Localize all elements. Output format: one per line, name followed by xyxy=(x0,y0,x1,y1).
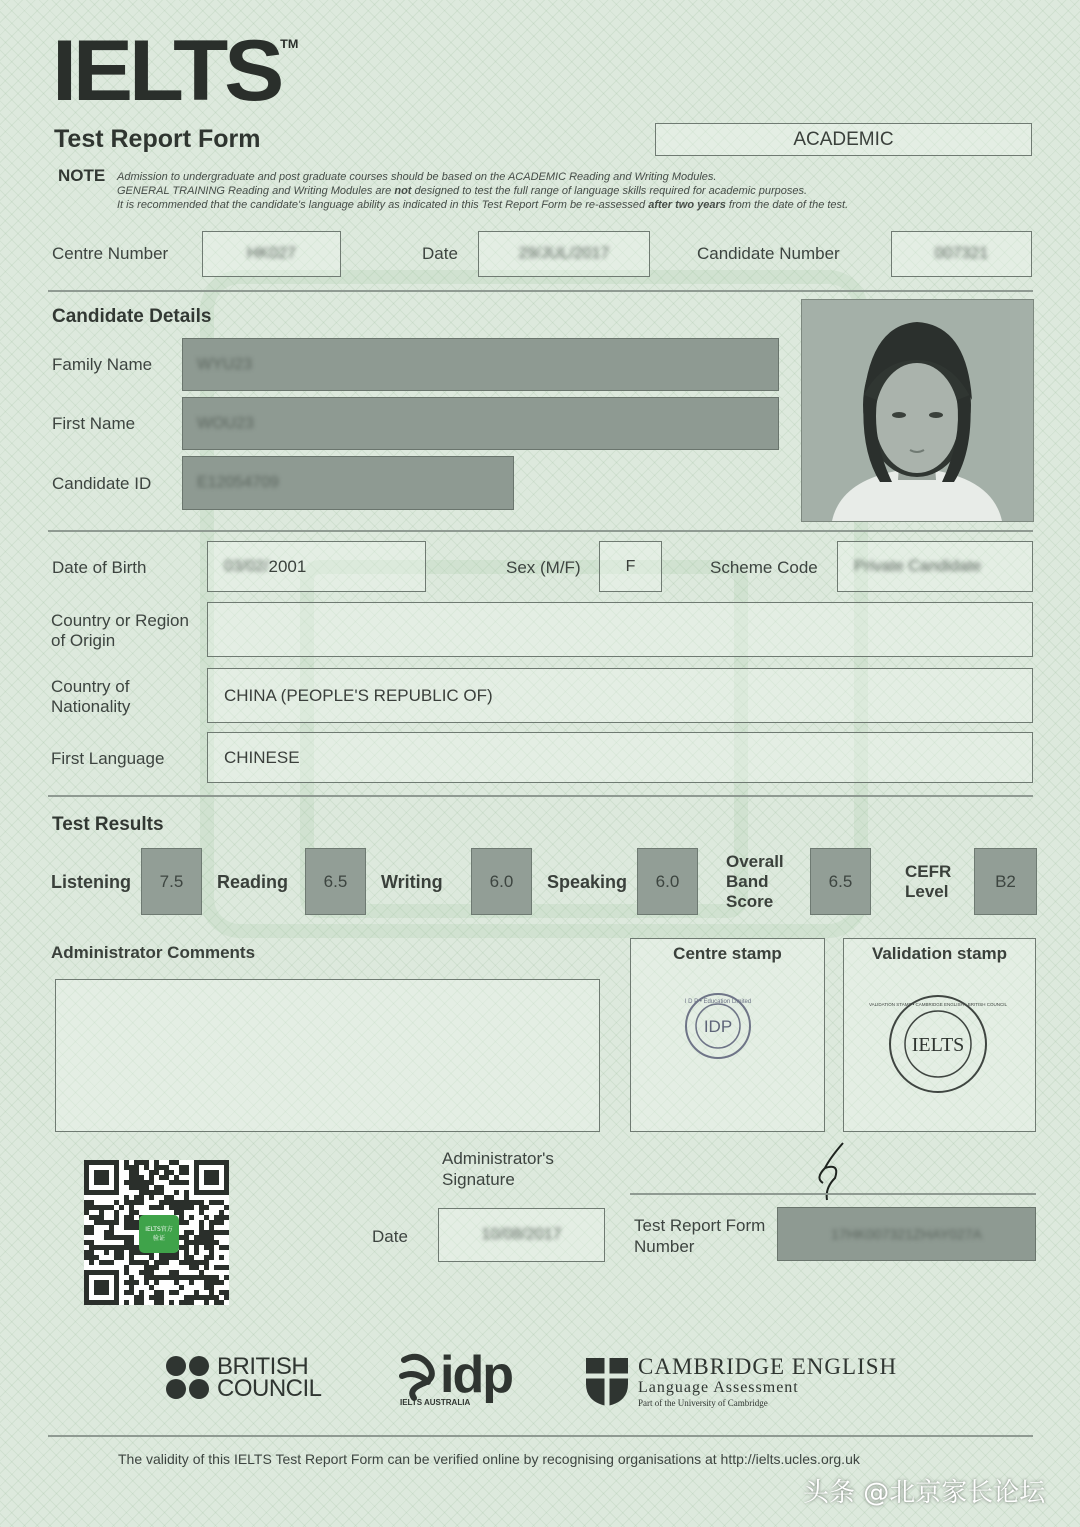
date-label: Date xyxy=(422,244,458,263)
centre-number-label: Centre Number xyxy=(52,244,169,263)
candidate-id-field xyxy=(182,456,514,510)
first-language-value: CHINESE xyxy=(224,747,300,767)
admin-date-label: Date xyxy=(372,1227,408,1246)
validation-stamp-ring-text: VALIDATION STAMP • CAMBRIDGE ENGLISH • BRITISH COUNCIL xyxy=(868,1002,1008,1007)
note-line-1: Admission to undergraduate and post graduate courses should be based on the ACADEMIC Reading and Writing Modules. xyxy=(117,171,717,183)
signature-line xyxy=(630,1193,1036,1195)
idp-wordmark: idp xyxy=(440,1346,512,1404)
admin-comments-box xyxy=(55,979,600,1132)
first-name-label: First Name xyxy=(52,414,136,433)
british-council-line-2: COUNCIL xyxy=(217,1375,322,1402)
trf-number-field xyxy=(777,1207,1036,1261)
overall-band-label: Overall Band Score xyxy=(726,852,784,911)
sex-value: F xyxy=(625,557,636,575)
admin-date-box xyxy=(438,1208,605,1262)
dob-year: 2001 xyxy=(268,556,307,576)
first-name-field xyxy=(182,397,779,450)
date-value: 29/JUL/2017 xyxy=(518,245,610,262)
footer-verification-text: The validity of this IELTS Test Report Form can be verified online by recognising organisations at http://ielts.ucles.org.uk xyxy=(118,1451,860,1467)
note-text xyxy=(117,170,1017,212)
overall-band-score: 6.5 xyxy=(810,848,871,915)
centre-number-box xyxy=(202,231,341,277)
first-name-value: WOU23 xyxy=(197,414,254,432)
centre-stamp-seal xyxy=(683,991,753,1061)
centre-stamp-box xyxy=(630,938,825,1132)
centre-number-value: HK027 xyxy=(247,245,296,262)
idp-swirl-icon xyxy=(398,1352,440,1398)
validation-stamp-seal xyxy=(868,994,1008,1094)
family-name-value: WYU23 xyxy=(197,355,253,373)
sex-box xyxy=(599,541,662,592)
verification-qr-code xyxy=(84,1160,234,1308)
candidate-number-box xyxy=(891,231,1032,277)
validation-stamp-box xyxy=(843,938,1036,1132)
cambridge-english-logo xyxy=(584,1355,897,1409)
cambridge-line-3: Part of the University of Cambridge xyxy=(638,1398,768,1408)
candidate-details-title: Candidate Details xyxy=(52,306,212,327)
cambridge-shield-icon xyxy=(584,1356,630,1408)
scheme-code-box xyxy=(837,541,1033,592)
nationality-box xyxy=(207,668,1033,723)
module-box xyxy=(655,123,1032,156)
trf-number-label: Test Report Form Number xyxy=(634,1216,766,1256)
speaking-label: Speaking xyxy=(547,872,628,892)
centre-stamp-ring-text: I D P • Education Limited xyxy=(684,999,752,1005)
nationality-label: Country of Nationality xyxy=(51,677,131,716)
idp-subtitle: IELTS AUSTRALIA xyxy=(400,1398,471,1407)
speaking-score: 6.0 xyxy=(637,848,698,915)
candidate-number-value: 007321 xyxy=(934,245,989,262)
note-label: NOTE xyxy=(58,166,106,185)
trf-number-value: 17HK007321ZHAY027A xyxy=(831,1226,982,1242)
first-language-label: First Language xyxy=(51,749,165,768)
divider-2 xyxy=(48,530,1033,532)
sex-label: Sex (M/F) xyxy=(506,558,581,577)
cambridge-line-2: Language Assessment xyxy=(638,1379,799,1396)
admin-date-value: 10/08/2017 xyxy=(481,1226,562,1243)
scheme-code-value: Private Candidate xyxy=(854,557,982,575)
candidate-number-label: Candidate Number xyxy=(697,244,840,263)
ielts-logo-tm: TM xyxy=(280,37,299,51)
cambridge-line-1: CAMBRIDGE ENGLISH xyxy=(638,1354,898,1379)
candidate-id-label: Candidate ID xyxy=(52,474,152,493)
source-watermark: 头条 @北京家长论坛 xyxy=(803,1478,1046,1508)
first-language-box xyxy=(207,732,1033,783)
footer-divider xyxy=(48,1435,1033,1437)
date-box xyxy=(478,231,650,277)
dob-box xyxy=(207,541,426,592)
divider-3 xyxy=(48,795,1033,797)
validation-stamp-seal-text: IELTS xyxy=(911,1034,965,1056)
module-value: ACADEMIC xyxy=(793,128,894,150)
validation-stamp-label: Validation stamp xyxy=(871,944,1008,963)
admin-signature-label: Administrator's Signature xyxy=(442,1149,554,1189)
listening-label: Listening xyxy=(51,872,131,892)
cefr-level-label: CEFR Level xyxy=(905,862,952,901)
listening-score: 7.5 xyxy=(141,848,202,915)
candidate-photo-portrait xyxy=(802,300,1033,521)
ielts-logo xyxy=(52,23,299,119)
british-council-logo xyxy=(165,1355,322,1401)
note-line-2: GENERAL TRAINING Reading and Writing Modules are not designed to test the full range of language skills required for academic purposes. xyxy=(117,185,808,197)
candidate-photo xyxy=(801,299,1034,522)
centre-stamp-seal-text: IDP xyxy=(703,1017,733,1036)
writing-label: Writing xyxy=(381,872,443,892)
british-council-line-1: BRITISH xyxy=(217,1353,309,1380)
ielts-logo-text: IELTS xyxy=(52,23,281,119)
origin-label: Country or Region of Origin xyxy=(51,611,189,650)
reading-label: Reading xyxy=(217,872,289,892)
family-name-field xyxy=(182,338,779,391)
admin-comments-label: Administrator Comments xyxy=(51,943,256,962)
dob-hidden: 03/02/ xyxy=(224,557,269,575)
divider-1 xyxy=(48,290,1033,292)
writing-score: 6.0 xyxy=(471,848,532,915)
note-line-3: It is recommended that the candidate's language ability as indicated in this Test Report Form be re-assessed after two years from the date of the test. xyxy=(117,199,849,211)
test-results-title: Test Results xyxy=(52,814,164,835)
british-council-dots-icon xyxy=(165,1355,211,1401)
scheme-code-label: Scheme Code xyxy=(710,558,818,577)
candidate-id-value: E12054709 xyxy=(197,474,279,491)
dob-label: Date of Birth xyxy=(52,558,147,577)
nationality-value: CHINA (PEOPLE'S REPUBLIC OF) xyxy=(224,685,493,705)
form-title: Test Report Form xyxy=(54,125,261,153)
family-name-label: Family Name xyxy=(52,355,153,374)
centre-stamp-label: Centre stamp xyxy=(673,944,782,963)
administrator-signature xyxy=(805,1138,865,1208)
origin-box xyxy=(207,602,1033,657)
cefr-level-score: B2 xyxy=(974,848,1037,915)
idp-logo xyxy=(398,1346,512,1407)
qr-center-badge: IELTS官方 验证 xyxy=(139,1215,179,1253)
reading-score: 6.5 xyxy=(305,848,366,915)
